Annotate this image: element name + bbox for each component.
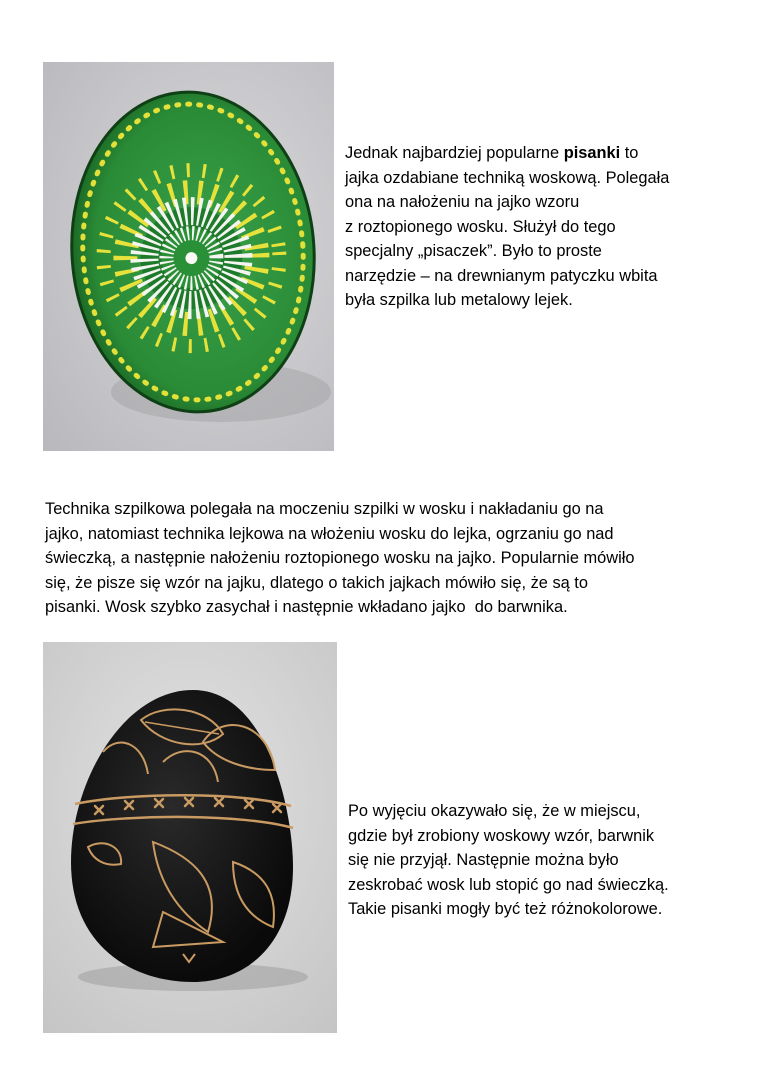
text-span: to bbox=[620, 144, 639, 162]
paragraph-pisanki-wax-technique bbox=[345, 141, 745, 313]
text-line: pisanki. Wosk szybko zasychał i następnie wkładano jajko do barwnika. bbox=[45, 598, 568, 616]
black-egg-illustration bbox=[43, 642, 337, 1033]
paragraph-pin-and-funnel-technique bbox=[45, 497, 745, 620]
text-line: z roztopionego wosku. Służył do tego bbox=[345, 217, 616, 236]
text-line: świeczką, a następnie nałożeniu roztopionego wosku na jajko. Popularnie mówiło bbox=[45, 549, 635, 567]
text-line: Technika szpilkowa polegała na moczeniu szpilki w wosku i nakładaniu go na bbox=[45, 500, 604, 518]
text-span: Jednak najbardziej popularne bbox=[345, 144, 564, 162]
bold-term-pisanki: pisanki bbox=[563, 144, 621, 162]
paragraph-result-after-dye bbox=[348, 799, 748, 922]
text-line: specjalny „pisaczek”. Było to proste bbox=[345, 242, 602, 260]
text-line: była szpilka lub metalowy lejek. bbox=[345, 291, 573, 309]
green-easter-egg-photo bbox=[43, 62, 334, 451]
text-line: ona na nałożeniu na jajko wzoru bbox=[345, 193, 580, 211]
text-line: narzędzie – na drewnianym patyczku wbita bbox=[345, 266, 658, 285]
text-line: gdzie był zrobiony woskowy wzór, barwnik bbox=[348, 826, 655, 845]
text-line: się nie przyjął. Następnie można było bbox=[348, 851, 619, 869]
green-egg-illustration bbox=[43, 62, 334, 451]
text-line: Po wyjęciu okazywało się, że w miejscu, bbox=[348, 802, 641, 820]
text-line: Takie pisanki mogły być też różnokolorowe. bbox=[348, 900, 663, 918]
text-line: jajka ozdabiane techniką woskową. Polegała bbox=[345, 168, 670, 187]
text-line: się, że pisze się wzór na jajku, dlatego o takich jajkach mówiło się, że są to bbox=[45, 573, 588, 592]
text-line: jajko, natomiast technika lejkowa na włożeniu wosku do lejka, ogrzaniu go nad bbox=[45, 524, 614, 543]
text-line bbox=[345, 141, 745, 166]
black-easter-egg-photo bbox=[43, 642, 337, 1033]
text-line: zeskrobać wosk lub stopić go nad świeczką. bbox=[348, 875, 669, 894]
